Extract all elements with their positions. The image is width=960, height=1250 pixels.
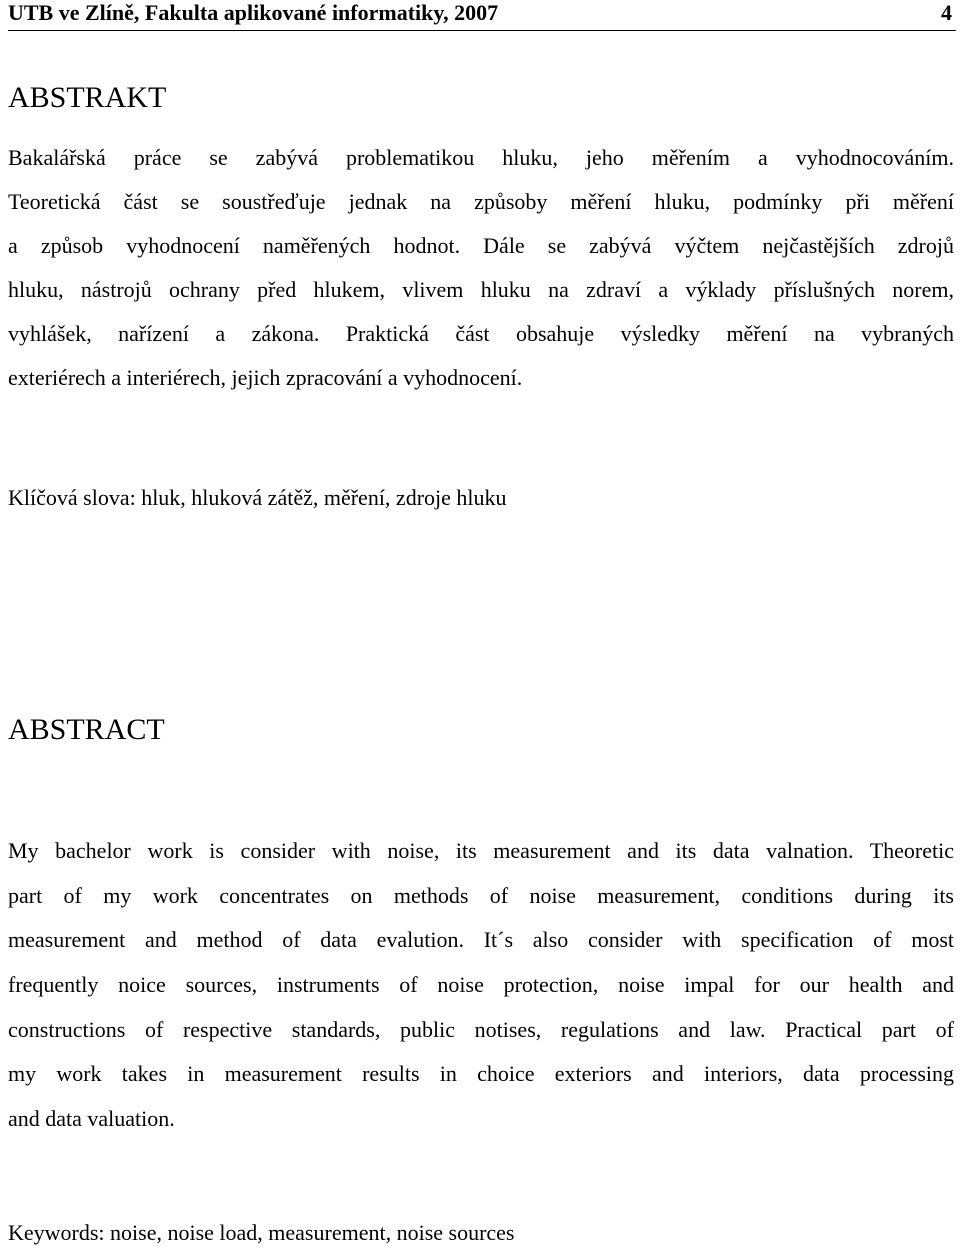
abstrakt-line: hluku, nástrojů ochrany před hlukem, vlivem hluku na zdraví a výklady příslušných norem, [8,277,954,302]
abstrakt-line: exteriérech a interiérech, jejich zpracování a vyhodnocení. [8,365,523,390]
abstrakt-line: Teoretická část se soustřeďuje jednak na způsoby měření hluku, podmínky při měření [8,189,954,214]
abstract-line: frequently noice sources, instruments of noise protection, noise impal for our health and [8,971,954,997]
abstract-line: My bachelor work is consider with noise, its measurement and its data valnation. Theoretic [8,838,954,863]
abstract-line: my work takes in measurement results in choice exteriors and interiors, data processing [8,1061,954,1087]
page-header [8,0,956,31]
abstract-line: part of my work concentrates on methods of noise measurement, conditions during its [8,882,954,908]
page-number: 4 [941,0,952,25]
abstract-heading: ABSTRACT [8,713,165,746]
abstrakt-line: vyhlášek, nařízení a zákona. Praktická část obsahuje výsledky měření na vybraných [8,321,954,346]
abstrakt-line: Bakalářská práce se zabývá problematikou hluku, jeho měřením a vyhodnocováním. [8,145,954,170]
abstract-line: and data valuation. [8,1105,175,1131]
abstract-paragraph [8,829,954,1142]
abstract-line: constructions of respective standards, public notises, regulations and law. Practical part of [8,1016,954,1042]
abstrakt-heading: ABSTRAKT [8,81,167,114]
abstract-keywords: Keywords: noise, noise load, measurement, noise sources [8,1220,515,1245]
abstrakt-keywords: Klíčová slova: hluk, hluková zátěž, měření, zdroje hluku [8,485,507,510]
abstrakt-line: a způsob vyhodnocení naměřených hodnot. Dále se zabývá výčtem nejčastějších zdrojů [8,233,954,258]
header-title: UTB ve Zlíně, Fakulta aplikované informatiky, 2007 [8,0,499,25]
abstrakt-paragraph [8,136,954,400]
abstract-line: measurement and method of data evalution. It´s also consider with specification of most [8,927,954,953]
